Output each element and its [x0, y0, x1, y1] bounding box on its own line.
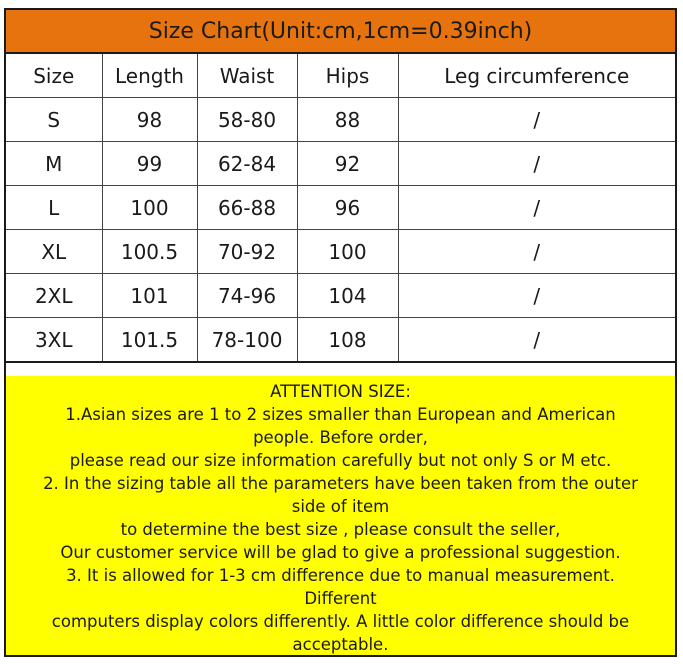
cell-waist: 66-88	[197, 186, 297, 230]
notes-line: 3. It is allowed for 1-3 cm difference due to manual measurement.	[66, 566, 615, 585]
notes-line: please read our size information carefully but not only S or M etc.	[69, 451, 612, 470]
notes-line: Our customer service will be glad to give a professional suggestion.	[60, 543, 621, 562]
notes-line: 1.Asian sizes are 1 to 2 sizes smaller than European and American	[65, 405, 616, 424]
header-waist: Waist	[197, 54, 297, 98]
cell-waist: 62-84	[197, 142, 297, 186]
notes-line: side of item	[291, 497, 390, 516]
cell-leg-circumference: /	[398, 318, 675, 363]
table-row	[6, 274, 675, 318]
cell-size: M	[6, 142, 102, 186]
table-row	[6, 142, 675, 186]
cell-hips: 88	[297, 98, 398, 142]
header-hips: Hips	[297, 54, 398, 98]
cell-size: L	[6, 186, 102, 230]
cell-size: 3XL	[6, 318, 102, 363]
notes-line: Different	[304, 589, 377, 608]
cell-length: 98	[102, 98, 197, 142]
attention-notes	[6, 376, 675, 655]
table-row	[6, 318, 675, 363]
cell-length: 99	[102, 142, 197, 186]
cell-hips: 92	[297, 142, 398, 186]
cell-waist: 74-96	[197, 274, 297, 318]
header-length: Length	[102, 54, 197, 98]
table-row	[6, 186, 675, 230]
size-table	[6, 54, 675, 363]
header-size: Size	[6, 54, 102, 98]
cell-leg-circumference: /	[398, 142, 675, 186]
cell-waist: 58-80	[197, 98, 297, 142]
cell-leg-circumference: /	[398, 230, 675, 274]
notes-line: computers display colors differently. A little color difference should be	[51, 612, 630, 631]
cell-length: 101	[102, 274, 197, 318]
cell-hips: 104	[297, 274, 398, 318]
notes-line: people. Before order,	[253, 428, 428, 447]
chart-title: Size Chart(Unit:cm,1cm=0.39inch)	[6, 10, 675, 54]
cell-size: S	[6, 98, 102, 142]
table-header-row	[6, 54, 675, 98]
cell-hips: 96	[297, 186, 398, 230]
table-row	[6, 98, 675, 142]
cell-hips: 100	[297, 230, 398, 274]
notes-line: acceptable.	[292, 635, 389, 654]
cell-length: 100	[102, 186, 197, 230]
cell-waist: 78-100	[197, 318, 297, 363]
notes-line: 2. In the sizing table all the parameters have been taken from the outer	[43, 474, 638, 493]
table-row	[6, 230, 675, 274]
size-chart	[4, 8, 677, 657]
header-leg-circumference: Leg circumference	[398, 54, 675, 98]
cell-hips: 108	[297, 318, 398, 363]
cell-length: 101.5	[102, 318, 197, 363]
notes-line: to determine the best size , please consult the seller,	[120, 520, 561, 539]
cell-size: XL	[6, 230, 102, 274]
notes-heading: ATTENTION SIZE:	[270, 382, 411, 401]
cell-leg-circumference: /	[398, 98, 675, 142]
cell-leg-circumference: /	[398, 274, 675, 318]
cell-size: 2XL	[6, 274, 102, 318]
cell-length: 100.5	[102, 230, 197, 274]
cell-leg-circumference: /	[398, 186, 675, 230]
cell-waist: 70-92	[197, 230, 297, 274]
